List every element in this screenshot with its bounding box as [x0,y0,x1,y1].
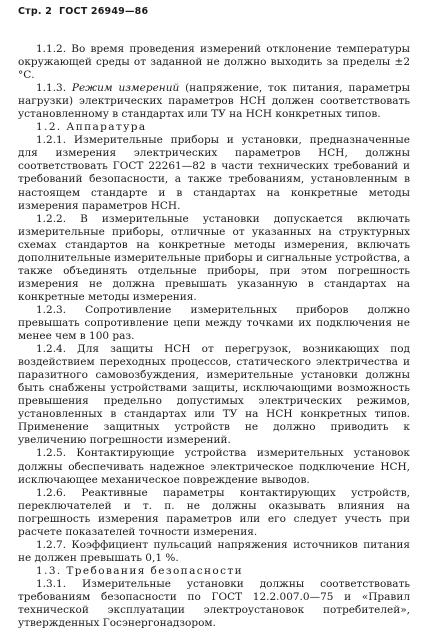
page-header [18,6,148,17]
standard-number: ГОСТ 26949—86 [59,6,149,17]
section-heading-apparatus [18,121,410,134]
paragraph-1-2-2: 1.2.2. В измерительные установки допускается включать измерительные приборы, отличные от указанных на структурных схемах стандартов на конкретные методы измерения, включать дополнительные измерительные приборы и сигнальные устройства, а также объединять отдельные приборы, при этом погрешность измерения не должна превышать указанную в стандартах на конкретные методы измерения. [18,212,410,303]
heading-text: 1.2. Аппаратура [36,121,147,134]
italic-term: Режим измерений [71,82,180,95]
paragraph-1-1-2: 1.1.2. Во время проведения измерений отклонение температуры окружающей среды от заданной не должно выходить за пределы ±2 °С. [18,43,410,82]
paragraph-1-2-7: 1.2.7. Коэффициент пульсаций напряжения источников питания не должен превышать 0,1 %. [18,538,410,564]
paragraph-1-2-5: 1.2.5. Контактирующие устройства измерительных установок должны обеспечивать надежное электрическое подключение НСН, исключающее механическое повреждение выводов. [18,447,410,486]
paragraph-1-2-6: 1.2.6. Реактивные параметры контактирующих устройств, переключателей и т. п. не должны оказывать влияния на погрешность измерения параметров или его следует учесть при расчете показателей точности измерения. [18,486,410,538]
paragraph-1-2-3: 1.2.3. Сопротивление измерительных приборов должно превышать сопротивление цепи между точками их подключения не менее чем в 100 раз. [18,303,410,343]
paragraph-rest: (напряжение, ток питания, параметры нагрузки) электрических параметров НСН должен соответствовать установленному в стандартах или ТУ на НСН конкретных типов. [18,82,410,121]
document-body [18,43,410,630]
paragraph-1-3-1: 1.3.1. Измерительные установки должны соответствовать требованиям безопасности по ГОСТ 12.2.007.0—75 и «Правил технической эксплуатации электроустановок потребителей», утвержденных Госэнергонадзором. [18,577,410,630]
paragraph-1-2-4: 1.2.4. Для защиты НСН от перегрузок, возникающих под воздействием переходных процессов, статического электричества и паразитного самовозбуждения, измерительные установки должны быть снабжены устройствами защиты, исключающими возможность превышения предельно допустимых электрических режимов, установленных в стандартах или ТУ на НСН конкретных типов. Применение защитных устройств не должно приводить к увеличению погрешности измерений. [18,343,410,447]
paragraph-1-2-1: 1.2.1. Измерительные приборы и установки, предназначенные для измерения электрических параметров НСН, должны соответствовать ГОСТ 22261—82 в части технических требований и требований безопасности, а также требованиям, установленным в настоящем стандарте и в стандартах на конкретные методы измерения параметров НСН. [18,134,410,212]
heading-text: 1.3. Требования безопасности [36,564,244,577]
paragraph-lead: 1.1.3. [36,82,72,95]
section-heading-safety [18,565,410,578]
page-number: Стр. 2 [18,6,53,17]
paragraph-1-1-3 [18,82,410,121]
